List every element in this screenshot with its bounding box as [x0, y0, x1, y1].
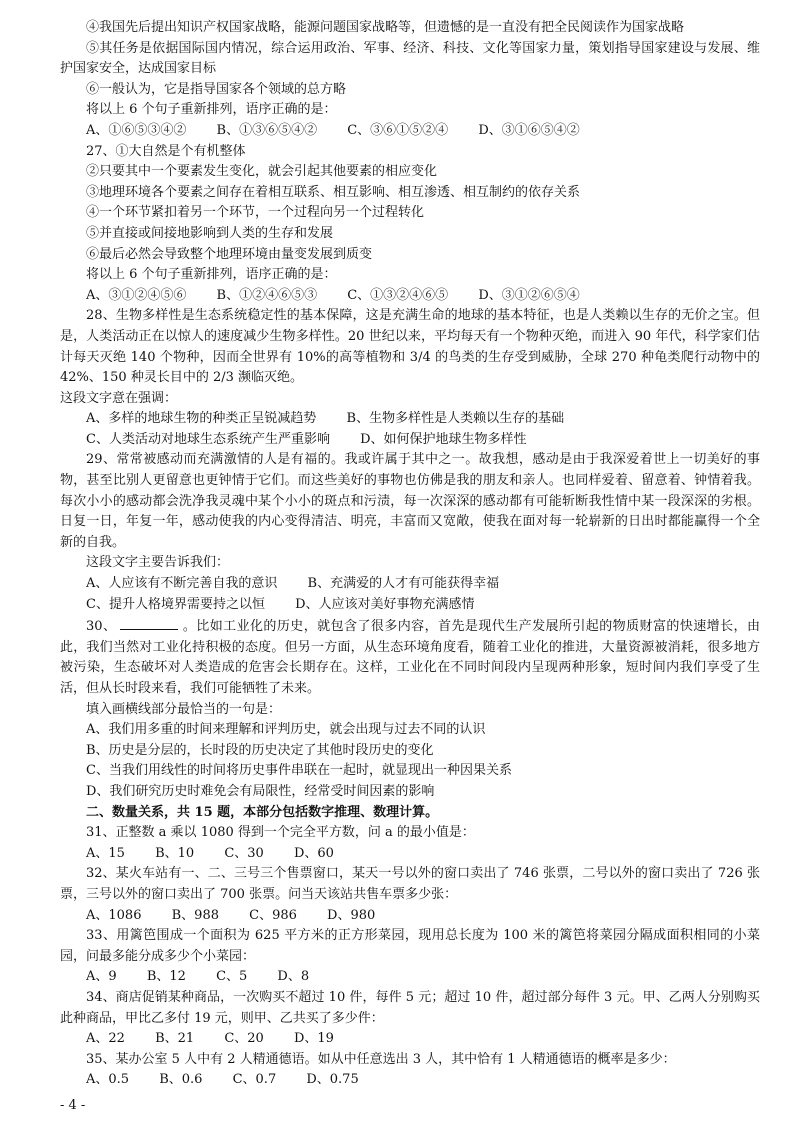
q26-option-b: B、①③⑥⑤④② — [216, 122, 318, 138]
q26-options — [60, 121, 760, 142]
q27-sentence-3: ③地理环境各个要素之间存在着相互联系、相互影响、相互渗透、相互制约的依存关系 — [86, 184, 581, 200]
q32-stem: 32、某火车站有一、二、三号三个售票窗口，某天一号以外的窗口卖出了 746 张票，二号以外的窗口卖出了 726 张票，三号以外的窗口卖出了 700 张票。问当天该站共售车票多少张： — [60, 866, 760, 902]
q30-text: 。比如工业化的历史，就包含了很多内容，首先是现代生产发展所引起的物质财富的快速增长，由此，我们当然对工业化持积极的态度。但另一方面，从生态环境角度看，随着工业化的推进，大量资源被消耗，很多地方被污染，生态破坏对人类造成的危害会长期存在。这样，工业化在不同时间段内呈现两种形象，短时间内我们享受了生活，但从长时段来看，我们可能牺牲了未来。 — [60, 619, 760, 696]
q32-options — [60, 906, 760, 927]
q28-option-a: A、多样的地球生物的种类正呈锐减趋势 — [86, 411, 317, 427]
q30-number: 30、 — [86, 619, 117, 635]
q26-option-a: A、①⑥⑤③④② — [86, 122, 187, 138]
q26-option-c: C、③⑥①⑤②④ — [347, 122, 449, 138]
q32-option-b: B、988 — [171, 907, 219, 923]
sentence-4: ④我国先后提出知识产权国家战略，能源问题国家战略等，但遗憾的是一直没有把全民阅读作为国家战略 — [86, 20, 685, 35]
q33-stem: 33、用篱笆围成一个面积为 625 平方米的正方形菜园，现用总长度为 100 米的篱笆将菜园分隔成面积相同的小菜园，问最多能分成多少个小菜园： — [60, 928, 760, 964]
q33-option-a: A、9 — [86, 969, 117, 985]
q27-sentence-4: ④一个环节紧扣着另一个环节，一个过程向另一个过程转化 — [86, 205, 425, 221]
q26-option-d: D、③①⑥⑤④② — [478, 122, 580, 138]
q27-options — [60, 286, 760, 307]
q29-option-b: B、充满爱的人才有可能获得幸福 — [307, 576, 500, 592]
q27-option-d: D、③①②⑥⑤④ — [478, 287, 580, 303]
q28-passage: 28、生物多样性是生态系统稳定性的基本保障，这是充满生命的地球的基本特征，也是人类赖以生存的无价之宝。但是，人类活动正在以惊人的速度减少生物多样性。20 世纪以来，平均每天有一个物种灭绝，而进入 90 年代，科学家们估计每天灭绝 140 个物种，因而全世界有 10%的高等植物和 3/4 的鸟类的生存受到威胁，全球 270 种龟类爬行动物中的 42%、150 种灵长目中的 2/3 濒临灭绝。 — [60, 308, 760, 386]
q31-options — [60, 844, 760, 865]
q27-sentence-1: 27、①大自然是个有机整体 — [86, 143, 246, 159]
q27-sentence-5: ⑤并直接或间接地影响到人类的生存和发展 — [86, 225, 334, 241]
q27-sentence-6: ⑥最后必然会导致整个地理环境由量变发展到质变 — [86, 246, 373, 262]
q30-option-b: B、历史是分层的，长时段的历史决定了其他时段历史的变化 — [86, 742, 434, 758]
q27-option-b: B、①②④⑥⑤③ — [216, 287, 318, 303]
q35-options — [60, 1070, 760, 1091]
q28-option-c: C、人类活动对地球生态系统产生严重影响 — [86, 431, 330, 447]
q35-option-c: C、0.7 — [232, 1072, 277, 1088]
q29-option-c: C、提升人格境界需要持之以恒 — [86, 596, 265, 612]
q28-options-row-1 — [60, 409, 760, 430]
q28-option-b: B、生物多样性是人类赖以生存的基础 — [346, 411, 565, 427]
q29-passage: 29、常常被感动而充满激情的人是有福的。我或许属于其中之一。故我想，感动是由于我深爱着世上一切美好的事物，甚至比别人更留意也更钟情于它们。而这些美好的事物也仿佛是我的朋友和亲人。也同样爱着、留意着、钟情着我。每次小小的感动都会洗净我灵魂中某个小小的斑点和污渍，每一次深深的感动都有可能斩断我性情中某一段深深的劣根。日复一日，年复一年，感动使我的内心变得清洁、明亮，丰富而又宽敞，使我在面对每一轮崭新的日出时都能赢得一个全新的自我。 — [60, 452, 760, 550]
q34-options — [60, 1029, 760, 1050]
q29-prompt: 这段文字主要告诉我们： — [86, 555, 230, 571]
q31-option-b: B、10 — [155, 845, 195, 861]
q34-option-d: D、19 — [293, 1031, 334, 1047]
q35-option-b: B、0.6 — [159, 1072, 203, 1088]
q30-option-d: D、我们研究历史时难免会有局限性，经常受时间因素的影响 — [86, 783, 435, 799]
q34-option-b: B、21 — [155, 1031, 195, 1047]
q33-option-b: B、12 — [146, 969, 186, 985]
q27-option-c: C、①③②④⑥⑤ — [347, 287, 449, 303]
q30-option-a: A、我们用多重的时间来理解和评判历史，就会出现与过去不同的认识 — [86, 722, 486, 738]
q33-option-d: D、8 — [277, 969, 310, 985]
page-number: - 4 - — [60, 1098, 86, 1113]
q30-passage — [60, 615, 760, 699]
q34-stem: 34、商店促销某种商品，一次购买不超过 10 件，每件 5 元；超过 10 件，超过部分每件 3 元。甲、乙两人分别购买此种商品，甲比乙多付 19 元，则甲、乙共买了多少件： — [60, 989, 760, 1026]
q30-prompt: 填入画横线部分最恰当的一句是： — [86, 701, 282, 717]
q29-options-row-1 — [60, 574, 760, 595]
q31-option-a: A、15 — [86, 845, 125, 861]
q29-option-d: D、人应该对美好事物充满感情 — [295, 596, 475, 612]
q28-options-row-2 — [60, 430, 760, 451]
q28-prompt: 这段文字意在强调： — [60, 390, 178, 406]
page-content — [60, 18, 760, 1091]
q32-option-d: D、980 — [327, 907, 376, 923]
q33-option-c: C、5 — [216, 969, 248, 985]
q31-option-c: C、30 — [224, 845, 264, 861]
q34-option-c: C、20 — [224, 1031, 264, 1047]
q29-options-row-2 — [60, 595, 760, 616]
q33-options — [60, 967, 760, 988]
sentence-6: ⑥一般认为，它是指导国家各个领域的总方略 — [86, 81, 347, 97]
q32-option-a: A、1086 — [86, 907, 142, 923]
q30-blank-line — [120, 615, 178, 630]
q35-stem: 35、某办公室 5 人中有 2 人精通德语。如从中任意选出 3 人，其中恰有 1 人精通德语的概率是多少： — [86, 1051, 676, 1067]
q31-stem: 31、正整数 a 乘以 1080 得到一个完全平方数，问 a 的最小值是： — [86, 825, 475, 841]
q27-prompt: 将以上 6 个句子重新排列，语序正确的是： — [86, 267, 337, 283]
sentence-5: ⑤其任务是依据国际国内情况，综合运用政治、军事、经济、科技、文化等国家力量，策划指导国家建设与发展、维护国家安全，达成国家目标 — [60, 40, 760, 77]
q27-option-a: A、③①②④⑤⑥ — [86, 287, 187, 303]
q35-option-a: A、0.5 — [86, 1072, 130, 1088]
q29-option-a: A、人应该有不断完善自我的意识 — [86, 576, 278, 592]
q26-prompt: 将以上 6 个句子重新排列，语序正确的是： — [86, 102, 337, 118]
q28-option-d: D、如何保护地球生物多样性 — [360, 431, 527, 447]
q34-option-a: A、22 — [86, 1031, 125, 1047]
q32-option-c: C、986 — [249, 907, 297, 923]
q31-option-d: D、60 — [293, 845, 334, 861]
q35-option-d: D、0.75 — [306, 1072, 359, 1088]
q30-option-c: C、当我们用线性的时间将历史事件串联在一起时，就显现出一种因果关系 — [86, 763, 512, 779]
q27-sentence-2: ②只要其中一个要素发生变化，就会引起其他要素的相应变化 — [86, 164, 438, 180]
section-2-heading: 二、数量关系，共 15 题，本部分包括数字推理、数理计算。 — [86, 804, 439, 820]
